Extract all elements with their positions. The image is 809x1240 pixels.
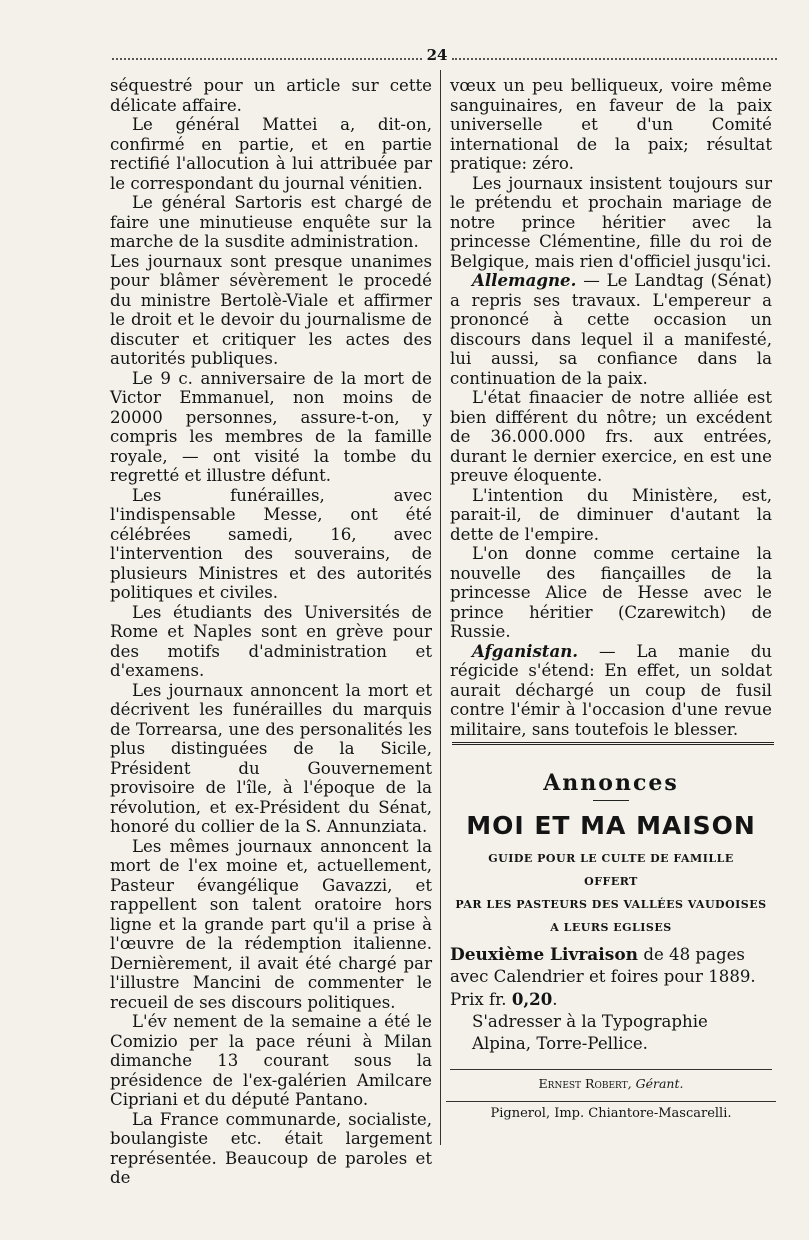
paragraph-text: — La manie du régicide s'étend: En effet, un soldat aurait déchargé un coup de fusil contre l'émir à l'occasion d'une revue militaire, sans toutefois le blesser. (450, 641, 772, 739)
left-paragraph (110, 1012, 432, 1110)
gerant-name: Ernest Robert (538, 1076, 628, 1091)
ads-separator (452, 742, 774, 745)
paragraph-text: Les étudiants des Universités de Rome et Naples sont en grève pour des motifs d'administration et d'examens. (110, 602, 432, 680)
right-paragraph (450, 271, 772, 388)
price-end: . (552, 990, 558, 1009)
paragraph-text: La France communarde, socialiste, boulangiste etc. était largement représentée. Beaucoup de paroles et de (110, 1109, 432, 1187)
paragraph-text: L'état finaacier de notre alliée est bien différent du nôtre; un excédent de 36.000.000 frs. aux entrées, durant le dernier exercice, en est une preuve éloquente. (450, 388, 772, 485)
ad-body (450, 944, 772, 1055)
paragraph-text: — Le Landtag (Sénat) a repris ses travaux. L'empereur a prononcé à cette occasion un discours dans lequel il a manifesté, lui aussi, sa confiance dans la continuation de la paix. (450, 271, 772, 388)
ad-price (450, 988, 772, 1011)
gerant-line (450, 1076, 772, 1091)
right-paragraph (450, 174, 772, 272)
paragraph-text: Le 9 c. anniversaire de la mort de Victor Emmanuel, non moins de 20000 personnes, assure-t-on, y compris les membres de la famille royale, — ont visité la tombe du regretté et illustre défunt. (110, 368, 432, 485)
country-heading: Allemagne. (472, 270, 577, 290)
right-paragraph (450, 642, 772, 740)
right-paragraph (450, 486, 772, 545)
left-paragraph (110, 603, 432, 681)
left-paragraph (110, 681, 432, 837)
ad-address: S'adresser à la Typographie Alpina, Torre-Pellice. (472, 1012, 708, 1053)
footer-rule (450, 1069, 772, 1070)
paragraph-text: Les journaux annoncent la mort et décrivent les funérailles du marquis de Torrearsa, une des personalités les plus distinguées de la Sicile, Président du Gouvernement provisoire de l'île, à l'époque de la révolution, et ex-Président du Sénat, honoré du collier de la S. Annunziata. (110, 680, 432, 836)
header-rule-right (452, 58, 777, 60)
livraison-label: Deuxième Livraison (450, 945, 639, 965)
left-paragraph (110, 369, 432, 486)
printer-rule (446, 1101, 776, 1102)
paragraph-text: L'intention du Ministère, est, parait-il, de diminuer d'autant la dette de l'empire. (450, 485, 772, 544)
paragraph-text: séquestré pour un article sur cette délicate affaire. (110, 76, 432, 115)
ad-subtitle: GUIDE POUR LE CULTE DE FAMILLE (488, 852, 734, 865)
announcements-heading: Annonces (543, 770, 679, 796)
ad-pastors: PAR LES PASTEURS DES VALLÉES VAUDOISES (455, 898, 767, 911)
left-paragraph (110, 837, 432, 1013)
heading-dash (593, 800, 629, 801)
column-divider (440, 70, 441, 1145)
announcements-section (450, 770, 772, 1121)
header-rule-left (112, 58, 422, 60)
price-value: 0,20 (511, 989, 553, 1009)
page-number: 24 (426, 46, 448, 64)
country-heading: Afganistan. (472, 640, 579, 661)
ad-churches: A LEURS EGLISES (550, 921, 672, 934)
paragraph-text: L'on donne comme certaine la nouvelle des fiançailles de la princesse Alice de Hesse avec le prince héritier (Czarewitch) de Russie. (450, 544, 772, 641)
paragraph-text: vœux un peu belliqueux, voire même sanguinaires, en faveur de la paix universelle et d'un Comité international de la paix; résultat pratique: zéro. (450, 76, 772, 173)
paragraph-text: Les funérailles, avec l'indispensable Messe, ont été célébrées samedi, 16, avec l'intervention des souverains, de plusieurs Ministres et des autorités politiques et civiles. (110, 485, 432, 602)
left-column (110, 76, 432, 1188)
right-paragraph (450, 388, 772, 486)
ad-livraison (450, 944, 772, 988)
ad-headline: MOI ET MA MAISON (466, 811, 756, 840)
paragraph-text: Les journaux insistent toujours sur le prétendu et prochain mariage de notre prince héritier avec la princesse Clémentine, fille du roi de Belgique, mais rien d'officiel jusqu'ici. (450, 173, 772, 271)
gerant-role: , Gérant. (627, 1076, 684, 1091)
left-paragraph (110, 486, 432, 603)
left-paragraph (110, 1110, 432, 1188)
right-column (450, 76, 772, 739)
ad-offered: OFFERT (584, 875, 638, 888)
paragraph-text: Le général Sartoris est chargé de faire une minutieuse enquête sur la marche de la susdite administration. (110, 193, 432, 251)
right-paragraph (450, 544, 772, 642)
paragraph-text: L'év nement de la semaine a été le Comizio per la pace réuni à Milan dimanche 13 courant sous la présidence de l'ex-galérien Amilcare Cipriani et du député Pantano. (110, 1012, 432, 1109)
paragraph-text: Les journaux sont presque unanimes pour blâmer sévèrement le procedé du ministre Bertolè-Viale et affirmer le droit et le devoir du journalisme de discuter et critiquer les actes des autorités publiques. (110, 251, 432, 368)
printer-line: Pignerol, Imp. Chiantore-Mascarelli. (490, 1106, 732, 1121)
paragraph-text: Le général Mattei a, dit-on, confirmé en partie, et en partie rectifié l'allocution à lui attribuée par le correspondant du journal vénitien. (110, 115, 432, 193)
right-paragraph (450, 76, 772, 174)
livraison-detail: de 48 pages avec Calendrier et foires pour 1889. (450, 945, 756, 986)
left-paragraph (110, 252, 432, 369)
left-paragraph (110, 76, 432, 115)
left-paragraph (110, 193, 432, 252)
price-label: Prix fr. (450, 990, 512, 1009)
left-paragraph (110, 115, 432, 193)
paragraph-text: Les mêmes journaux annoncent la mort de l'ex moine et, actuellement, Pasteur évangélique Gavazzi, et rappellent son talent oratoire hors ligne et la grande part qu'il a prise à l'œuvre de la rédemption italienne. Dernièrement, il avait été chargé par l'illustre Mancini de commenter le recueil de ses discours politiques. (110, 836, 432, 1012)
